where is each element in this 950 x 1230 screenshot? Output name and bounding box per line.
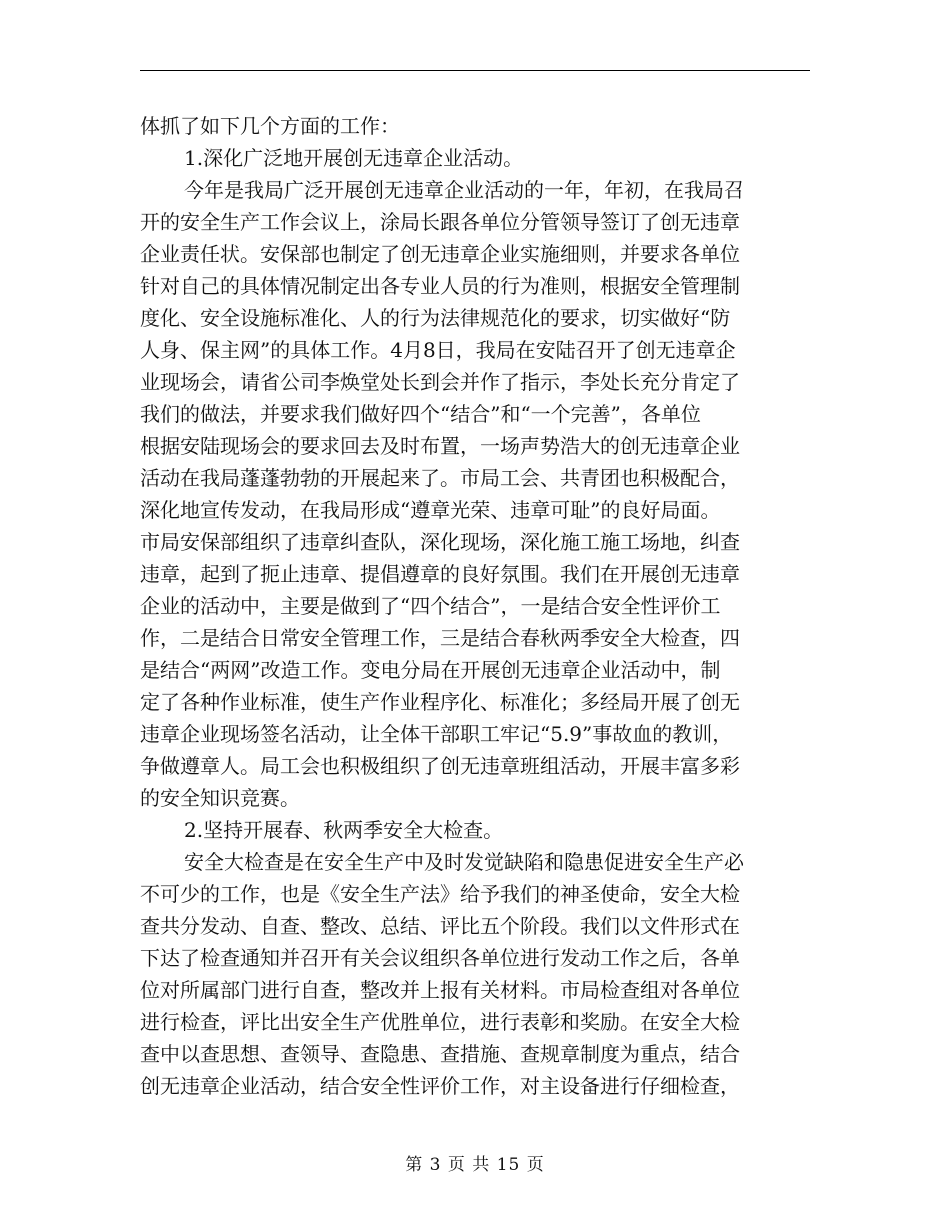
page-footer: 第 3 页 共 15 页: [405, 1155, 545, 1175]
text-line: 2.坚持开展春、秋两季安全大检查。: [184, 818, 504, 842]
text-line: 开的安全生产工作会议上，涂局长跟各单位分管领导签订了创无违章: [140, 210, 740, 234]
text-line: 1.深化广泛地开展创无违章企业活动。: [184, 146, 524, 170]
text-line: 活动在我局蓬蓬勃勃的开展起来了。市局工会、共青团也积极配合，: [140, 466, 740, 490]
text-line: 市局安保部组织了违章纠查队，深化现场，深化施工施工场地，纠查: [140, 530, 740, 554]
document-body: [140, 110, 810, 1102]
text-line: 度化、安全设施标准化、人的行为法律规范化的要求，切实做好“防: [140, 306, 731, 330]
text-line: 不可少的工作，也是《安全生产法》给予我们的神圣使命，安全大检: [140, 882, 740, 906]
text-line: 位对所属部门进行自查，整改并上报有关材料。市局检查组对各单位: [140, 978, 740, 1002]
text-line: 是结合“两网”改造工作。变电分局在开展创无违章企业活动中，制: [140, 658, 721, 682]
text-line: 针对自己的具体情况制定出各专业人员的行为准则，根据安全管理制: [140, 274, 740, 298]
text-line: 企业的活动中，主要是做到了“四个结合”，一是结合安全性评价工: [140, 594, 721, 618]
text-line: 人身、保主网”的具体工作。4月8日，我局在安陆召开了创无违章企: [140, 338, 736, 362]
text-line: 我们的做法，并要求我们做好四个“结合”和“一个完善”，各单位: [140, 402, 701, 426]
text-line: 创无违章企业活动，结合安全性评价工作，对主设备进行仔细检查，: [140, 1074, 740, 1098]
text-line: 查中以查思想、查领导、查隐患、查措施、查规章制度为重点，结合: [140, 1042, 740, 1066]
text-line: 定了各种作业标准，使生产作业程序化、标准化；多经局开展了创无: [140, 690, 740, 714]
text-line: 安全大检查是在安全生产中及时发觉缺陷和隐患促进安全生产必: [184, 850, 744, 874]
text-line: 业现场会，请省公司李焕堂处长到会并作了指示，李处长充分肯定了: [140, 370, 740, 394]
text-line: 今年是我局广泛开展创无违章企业活动的一年，年初，在我局召: [184, 178, 744, 202]
text-line: 进行检查，评比出安全生产优胜单位，进行表彰和奖励。在安全大检: [140, 1010, 740, 1034]
header-rule: [140, 70, 810, 71]
text-line: 的安全知识竞赛。: [140, 786, 300, 810]
text-line: 查共分发动、自查、整改、总结、评比五个阶段。我们以文件形式在: [140, 914, 740, 938]
text-line: 深化地宣传发动，在我局形成“遵章光荣、违章可耻”的良好局面。: [140, 498, 721, 522]
text-line: 作，二是结合日常安全管理工作，三是结合春秋两季安全大检查，四: [140, 626, 740, 650]
text-line: 违章，起到了扼止违章、提倡遵章的良好氛围。我们在开展创无违章: [140, 562, 740, 586]
text-line: 体抓了如下几个方面的工作：: [140, 114, 400, 138]
text-line: 根据安陆现场会的要求回去及时布置，一场声势浩大的创无违章企业: [140, 434, 740, 458]
text-line: 下达了检查通知并召开有关会议组织各单位进行发动工作之后，各单: [140, 946, 740, 970]
text-line: 违章企业现场签名活动，让全体干部职工牢记“5.9”事故血的教训，: [140, 722, 733, 746]
text-line: 企业责任状。安保部也制定了创无违章企业实施细则，并要求各单位: [140, 242, 740, 266]
text-line: 争做遵章人。局工会也积极组织了创无违章班组活动，开展丰富多彩: [140, 754, 740, 778]
